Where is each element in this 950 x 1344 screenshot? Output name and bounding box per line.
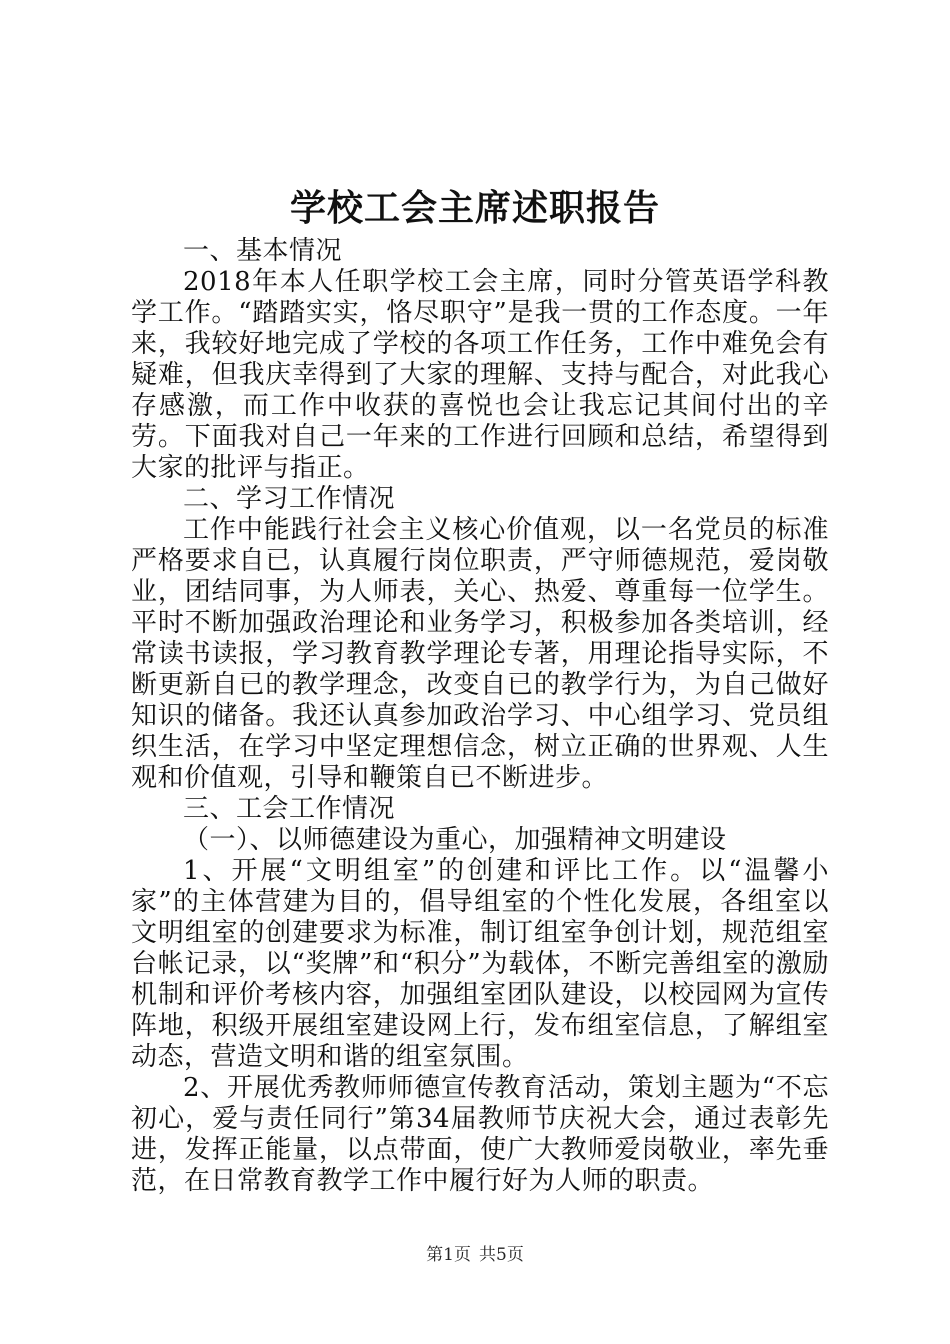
document-body [131, 236, 829, 1197]
section-heading-study: 二、学习工作情况 [183, 484, 396, 514]
subsection-heading: （一）、以师德建设为重心，加强精神文明建设 [183, 825, 727, 855]
page-footer [0, 1244, 950, 1266]
paragraph-item-2: 2、开展优秀教师师德宣传教育活动，策划主题为“不忘初心，爱与责任同行”第34届教师节庆祝大会，通过表彰先进，发挥正能量，以点带面，使广大教师爱岗敬业，率先垂范，在日常教育教学工作中履行好为人师的职责。 [131, 1073, 829, 1196]
section-heading-basic: 一、基本情况 [183, 236, 343, 266]
paragraph-item-1: 1、开展“文明组室”的创建和评比工作。以“温馨小家”的主体营建为目的，倡导组室的个性化发展，各组室以文明组室的创建要求为标准，制订组室争创计划，规范组室台帐记录，以“奖牌”和“积分”为载体，不断完善组室的激励机制和评价考核内容，加强组室团队建设，以校园网为宣传阵地，积级开展组室建设网上行，发布组室信息，了解组室动态，营造文明和谐的组室氛围。 [131, 856, 829, 1072]
page-total: 共5页 [479, 1245, 524, 1265]
section-heading-union: 三、工会工作情况 [183, 794, 396, 824]
document-title: 学校工会主席述职报告 [289, 187, 660, 229]
paragraph-basic-info: 2018年本人任职学校工会主席，同时分管英语学科教学工作。“踏踏实实，恪尽职守”是我一贯的工作态度。一年来，我较好地完成了学校的各项工作任务，工作中难免会有疑难，但我庆幸得到了大家的理解、支持与配合，对此我心存感激，而工作中收获的喜悦也会让我忘记其间付出的辛劳。下面我对自己一年来的工作进行回顾和总结，希望得到大家的批评与指正。 [131, 267, 829, 483]
paragraph-study-work: 工作中能践行社会主义核心价值观，以一名党员的标准严格要求自已，认真履行岗位职责，严守师德规范，爱岗敬业，团结同事，为人师表，关心、热爱、尊重每一位学生。平时不断加强政治理论和业务学习，积极参加各类培训，经常读书读报，学习教育教学理论专著，用理论指导实际，不断更新自已的教学理念，改变自已的教学行为，为自己做好知识的储备。我还认真参加政治学习、中心组学习、党员组织生活，在学习中坚定理想信念，树立正确的世界观、人生观和价值观，引导和鞭策自已不断进步。 [131, 515, 829, 793]
page-number: 第1页 [426, 1245, 471, 1265]
